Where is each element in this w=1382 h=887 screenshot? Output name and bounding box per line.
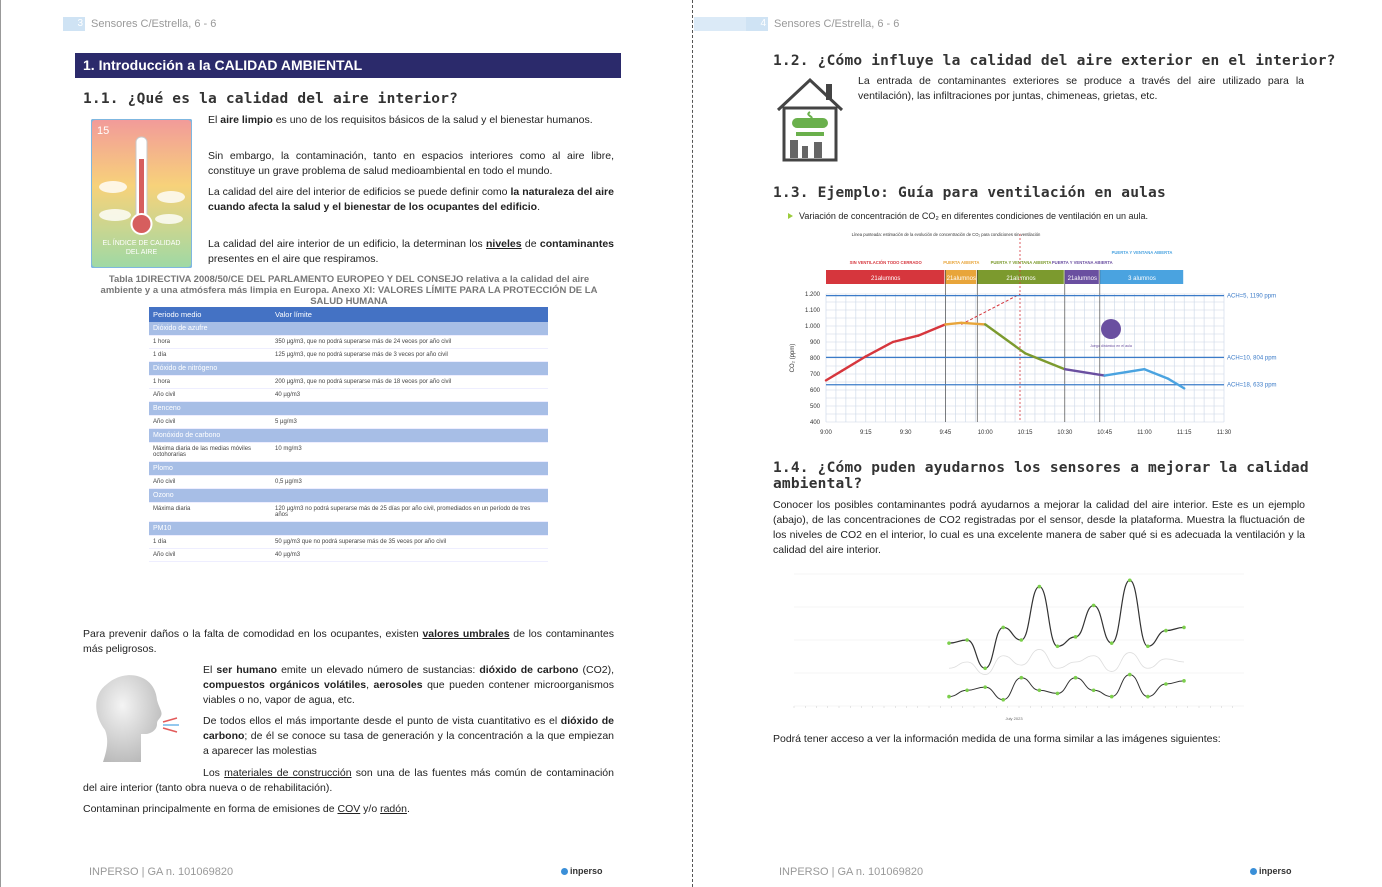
y-tick-label: 1.100 — [804, 308, 820, 314]
table-row — [149, 476, 548, 489]
table-group-row — [149, 489, 548, 503]
co2-data-segment — [842, 356, 866, 370]
table-cell-value: 120 µg/m3 no podrá superarse más de 25 días por año civil, promediados en un período de tres años — [271, 503, 548, 522]
footer-text: INPERSO | GA n. 101069820 — [779, 866, 924, 878]
table-cell-value: 40 µg/m3 — [271, 549, 548, 562]
y-tick-label: 900 — [809, 340, 820, 346]
sensor-data-point — [947, 641, 951, 645]
page-header — [63, 17, 216, 31]
paragraph-levels: La calidad del aire interior de un edificio, la determinan los niveles de contaminantes presentes en el aire que respiramos. — [208, 238, 615, 265]
sensor-data-point — [947, 695, 951, 699]
phase-name: PUERTA ABIERTA — [943, 260, 980, 265]
table-cell-value: 10 mg/m3 — [271, 443, 548, 462]
page-4 — [694, 0, 1382, 887]
human-head-breathing-image — [85, 670, 185, 770]
sensor-data-point — [1020, 638, 1024, 642]
table-cell-period: Año civil — [149, 476, 271, 489]
co2-data-segment — [961, 323, 985, 325]
table-row — [149, 376, 548, 389]
y-tick-label: 400 — [809, 420, 820, 426]
game-activity-icon — [1101, 319, 1121, 339]
table-row — [149, 389, 548, 402]
phase-name: SIN VENTILACIÓN TODO CERRADO — [849, 260, 922, 265]
table-cell-period: Año civil — [149, 389, 271, 402]
x-tick-label: 9:15 — [859, 430, 872, 436]
table-cell-period: Máxima diaria de las medias móviles octohorarias — [149, 443, 271, 462]
table-row — [149, 416, 548, 429]
table-cell-value: 350 µg/m3, que no podrá superarse más de 24 veces por año civil — [271, 336, 548, 349]
section-title: 1. Introducción a la CALIDAD AMBIENTAL — [75, 53, 621, 78]
logo-icon — [1250, 868, 1257, 875]
sensor-series-line — [949, 649, 1184, 674]
y-tick-label: 800 — [809, 356, 820, 362]
inperso-logo: inperso — [561, 866, 603, 876]
sensor-data-point — [1001, 698, 1005, 702]
x-axis-label: July 2023 — [1005, 716, 1023, 721]
y-tick-label: 500 — [809, 404, 820, 410]
subsection-title-1-3: 1.3. Ejemplo: Guía para ventilación en aulas — [773, 185, 1166, 201]
table-cell-period: Año civil — [149, 416, 271, 429]
x-tick-label: 9:30 — [899, 430, 912, 436]
x-tick-label: 11:00 — [1137, 430, 1152, 436]
paragraph-sensors: Conocer los posibles contaminantes podrá ayudarnos a mejorar la calidad del aire interior. Este es un ejemplo (abajo), de las concentraciones de CO2 registradas por el sensor, desde la plataforma. Muestra la fluctuación de los niveles de CO2 en el interior, lo cual es una excelente manera de saber qué si es adecuada la ventilación y la calidad del aire interior. — [773, 499, 1305, 556]
house-ventilation-image — [774, 76, 846, 164]
table-row — [149, 336, 548, 349]
table-group-name: Ozono — [149, 489, 548, 503]
sensor-data-point — [1128, 673, 1132, 677]
sensor-data-point — [1074, 635, 1078, 639]
co2-data-segment — [945, 323, 961, 325]
page-number: 3 — [63, 17, 85, 31]
y-tick-label: 600 — [809, 388, 820, 394]
subsection-title-1-1: 1.1. ¿Qué es la calidad del aire interior? — [83, 91, 459, 107]
co2-data-segment — [1168, 379, 1184, 389]
table-caption: Tabla 1DIRECTIVA 2008/50/CE DEL PARLAMENTO EUROPEO Y DEL CONSEJO relativa a la calidad del aire ambiente y a una atmósfera más limpia en Europa. Anexo XI: VALORES LÍMITE PARA LA PROTECCIÓN DE LA SALUD HUMANA — [100, 274, 598, 307]
reference-label: ACH=5, 1190 ppm — [1227, 293, 1277, 300]
phase-students: 21alumnos — [1067, 276, 1097, 282]
table-cell-period: 1 día — [149, 536, 271, 549]
sensor-data-point — [1038, 688, 1042, 692]
table-row — [149, 549, 548, 562]
thermometer-number: 15 — [97, 125, 110, 137]
sensor-data-point — [983, 666, 987, 670]
co2-classroom-chart — [786, 224, 1306, 446]
chart-title: Variación de concentración de CO₂ en diferentes condiciones de ventilación en un aula. — [799, 211, 1149, 221]
table-group-name: Plomo — [149, 462, 548, 476]
table-cell-period: 1 hora — [149, 336, 271, 349]
sensor-data-point — [1128, 578, 1132, 582]
page-divider — [692, 0, 693, 887]
sensor-data-point — [1164, 629, 1168, 633]
sensor-data-point — [1001, 626, 1005, 630]
paragraph-co2: De todos ellos el más importante desde el punto de vista cuantitativo es el dióxido de carbono; de él se conoce su tasa de generación y la concentración a la que empiezan a aparecer las molestias — [203, 715, 614, 757]
subsection-title-1-4: 1.4. ¿Cómo puden ayudarnos los sensores a mejorar la calidad ambiental? — [773, 460, 1309, 492]
annotation-game: Juego dinámico en el aula — [1090, 344, 1132, 348]
table-cell-value: 40 µg/m3 — [271, 389, 548, 402]
thermometer-label: EL ÍNDICE DE CALIDAD DEL AIRE — [102, 240, 181, 256]
sensor-data-point — [965, 638, 969, 642]
reference-label: ACH=18, 633 ppm — [1227, 382, 1277, 389]
paragraph-exterior-air: La entrada de contaminantes exteriores se produce a través del aire utilizado para la ventilación), las infiltraciones por juntas, chimeneas, grietas, etc. — [858, 75, 1304, 102]
y-tick-label: 700 — [809, 372, 820, 378]
page-header — [694, 17, 899, 31]
subsection-title-1-2: 1.2. ¿Cómo influye la calidad del aire exterior en el interior? — [773, 53, 1336, 69]
paragraph-access: Podrá tener acceso a ver la información medida de una forma similar a las imágenes siguientes: — [773, 733, 1221, 745]
co2-data-segment — [866, 342, 893, 356]
table-header-period: Periodo medio — [149, 307, 271, 322]
air-quality-thermometer-image — [91, 119, 192, 268]
table-row — [149, 503, 548, 522]
table-group-name: PM10 — [149, 522, 548, 536]
paragraph-materials: Los materiales de construcción son una de las fuentes más común de contaminación del aire interior (tanto obra nueva o de rehabilitación). — [83, 767, 614, 794]
bullet-triangle-icon — [788, 213, 793, 219]
sensor-platform-chart — [774, 566, 1254, 726]
paragraph-thresholds: Para prevenir daños o la falta de comodidad en los ocupantes, existen valores umbrales de los contaminantes más peligrosos. — [83, 628, 614, 655]
sensor-data-point — [1146, 695, 1150, 699]
sensor-data-point — [1056, 692, 1060, 696]
sensor-data-point — [1164, 682, 1168, 686]
sensor-chart-svg — [774, 566, 1254, 726]
sensor-data-point — [1146, 644, 1150, 648]
table-header-value: Valor límite — [271, 307, 548, 322]
sensor-data-point — [965, 688, 969, 692]
sensor-series-line — [949, 580, 1184, 668]
footer-text: INPERSO | GA n. 101069820 — [89, 866, 234, 878]
sensor-data-point — [1020, 676, 1024, 680]
table-group-row — [149, 362, 548, 376]
table-group-row — [149, 429, 548, 443]
table-group-row — [149, 522, 548, 536]
x-tick-label: 10:30 — [1057, 430, 1073, 436]
inperso-logo: inperso — [1250, 866, 1292, 876]
table-row — [149, 536, 548, 549]
table-row — [149, 349, 548, 362]
annotation-dotted-line: Línea punteada: estimación de la evolución de concentración de CO₂ para condiciones sin ventilación — [851, 232, 1041, 237]
table-group-name: Monóxido de carbono — [149, 429, 548, 443]
table-group-name: Benceno — [149, 402, 548, 416]
sensor-data-point — [1092, 688, 1096, 692]
x-tick-label: 11:30 — [1216, 430, 1232, 436]
x-tick-label: 9:00 — [820, 430, 832, 436]
reference-label: ACH=10, 804 ppm — [1227, 355, 1277, 362]
sensor-data-point — [1182, 679, 1186, 683]
co2-chart-svg — [786, 224, 1306, 446]
header-title: Sensores C/Estrella, 6 - 6 — [91, 18, 217, 30]
phase-name: PUERTA Y VENTANA ABIERTA — [1051, 260, 1113, 265]
table-cell-period: Máxima diaria — [149, 503, 271, 522]
phase-students: 21alumnos — [946, 276, 976, 282]
x-tick-label: 9:45 — [939, 430, 952, 436]
page-number: 4 — [746, 17, 768, 31]
table-cell-period: Año civil — [149, 549, 271, 562]
paragraph-definition: La calidad del aire del interior de edificios se puede definir como la naturaleza del aire cuando afecta la salud y el bienestar de los ocupantes del edificio. — [208, 186, 614, 213]
sensor-data-point — [1092, 604, 1096, 608]
phase-students: 3 alumnos — [1128, 276, 1156, 282]
y-tick-label: 1.000 — [804, 324, 820, 330]
phase-students: 21alumnos — [871, 276, 901, 282]
no-ventilation-estimate — [961, 294, 1020, 324]
logo-icon — [561, 868, 568, 875]
header-title: Sensores C/Estrella, 6 - 6 — [774, 18, 900, 30]
table-cell-value: 50 µg/m3 que no podrá superarse más de 35 veces por año civil — [271, 536, 548, 549]
table-group-row — [149, 322, 548, 336]
table-group-name: Dióxido de azufre — [149, 322, 548, 336]
x-tick-label: 10:15 — [1017, 430, 1033, 436]
co2-data-segment — [826, 371, 842, 381]
chart-bullet — [788, 211, 1148, 221]
phase-students: 21alumnos — [1006, 276, 1036, 282]
paragraph-cov-radon: Contaminan principalmente en forma de emisiones de COV y/o radón. — [83, 803, 410, 815]
paragraph-human-emissions: El ser humano emite un elevado número de sustancias: dióxido de carbono (CO2), compuestos orgánicos volátiles, aerosoles que pueden contener microorganismos viables o no, vapor de agua, etc. — [203, 664, 615, 706]
sensor-data-point — [983, 685, 987, 689]
x-tick-label: 10:45 — [1097, 430, 1113, 436]
sensor-data-point — [1110, 695, 1114, 699]
table-cell-value: 125 µg/m3, que no podrá superarse más de 3 veces por año civil — [271, 349, 548, 362]
sensor-data-point — [1110, 641, 1114, 645]
table-group-row — [149, 462, 548, 476]
x-tick-label: 11:15 — [1176, 430, 1192, 436]
table-cell-period: 1 día — [149, 349, 271, 362]
table-cell-value: 5 µg/m3 — [271, 416, 548, 429]
table-cell-value: 200 µg/m3, que no podrá superarse más de 18 veces por año civil — [271, 376, 548, 389]
table-group-row — [149, 402, 548, 416]
x-tick-label: 10:00 — [977, 430, 993, 436]
y-tick-label: 1.200 — [804, 292, 820, 298]
paragraph-clean-air: El aire limpio es uno de los requisitos básicos de la salud y el bienestar humanos. — [208, 114, 593, 126]
table-row — [149, 443, 548, 462]
phase-name: PUERTA Y VENTANA ABIERTA — [1111, 250, 1173, 255]
y-axis-label: CO₂ (ppm) — [790, 343, 796, 373]
sensor-data-point — [1056, 644, 1060, 648]
sensor-data-point — [1038, 585, 1042, 589]
sensor-data-point — [1074, 676, 1078, 680]
limit-values-table — [149, 307, 548, 562]
phase-name: PUERTA Y VENTANA ABIERTA — [990, 260, 1052, 265]
paragraph-pollution: Sin embargo, la contaminación, tanto en espacios interiores como al aire libre, constituye un grave problema de salud medioambiental en todo el mundo. — [208, 150, 614, 177]
table-group-name: Dióxido de nitrógeno — [149, 362, 548, 376]
table-cell-period: 1 hora — [149, 376, 271, 389]
table-cell-value: 0,5 µg/m3 — [271, 476, 548, 489]
sensor-data-point — [1182, 626, 1186, 630]
